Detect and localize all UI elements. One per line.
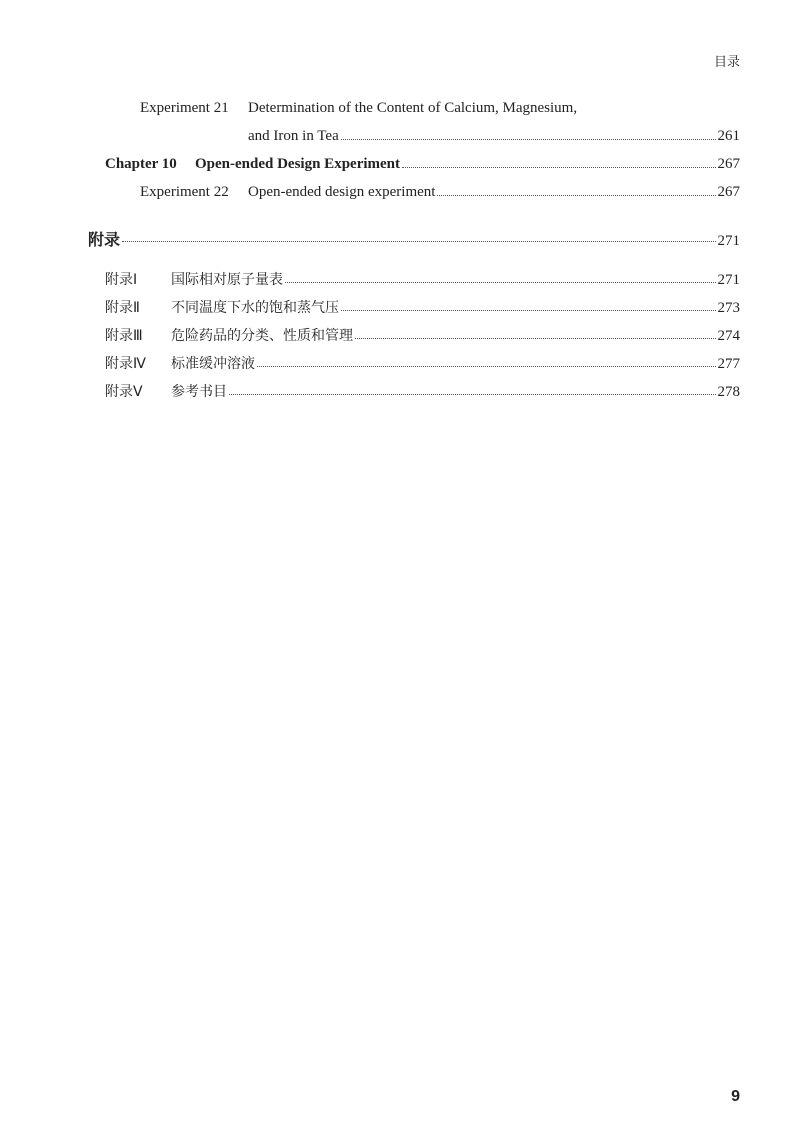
- appendix-item-title: 不同温度下水的饱和蒸气压: [171, 300, 339, 316]
- appendix-item-page: 274: [717, 328, 740, 344]
- dot-leader: [402, 167, 715, 168]
- experiment-22-label: Experiment 22: [140, 184, 229, 200]
- experiment-21-page: 261: [717, 128, 740, 144]
- dot-leader: [229, 394, 716, 395]
- experiment-21-label: Experiment 21: [140, 100, 229, 116]
- appendix-page: 271: [717, 233, 740, 249]
- experiment-21-title-line1: Determination of the Content of Calcium, Magnesium,: [248, 100, 578, 116]
- appendix-item-label: 附录Ⅱ: [105, 300, 140, 316]
- page-number: 9: [731, 1088, 740, 1105]
- dot-leader: [341, 139, 716, 140]
- appendix-item-label: 附录Ⅴ: [105, 384, 143, 400]
- experiment-22-title: Open-ended design experiment: [248, 184, 436, 200]
- appendix-title: 附录: [88, 230, 121, 249]
- dot-leader: [285, 282, 716, 283]
- dot-leader: [257, 366, 716, 367]
- chapter-10-page: 267: [717, 156, 740, 172]
- running-header: 目录: [713, 55, 740, 70]
- chapter-10-title: Open-ended Design Experiment: [195, 156, 401, 172]
- toc-entry-appendix-5[interactable]: [105, 381, 740, 401]
- dot-leader: [437, 195, 715, 196]
- toc-entry-appendix-2[interactable]: [105, 297, 740, 317]
- appendix-item-label: 附录Ⅰ: [105, 272, 138, 288]
- appendix-item-page: 271: [717, 272, 740, 288]
- appendix-item-title: 标准缓冲溶液: [171, 356, 255, 372]
- appendix-item-page: 277: [717, 356, 740, 372]
- toc-entry-appendix[interactable]: [88, 227, 740, 250]
- dot-leader: [355, 338, 716, 339]
- appendix-item-label: 附录Ⅲ: [105, 328, 143, 344]
- experiment-22-page: 267: [717, 184, 740, 200]
- appendix-item-title: 参考书目: [171, 384, 227, 400]
- appendix-item-page: 273: [717, 300, 740, 316]
- toc-entry-experiment-22[interactable]: [140, 184, 740, 201]
- appendix-item-page: 278: [717, 384, 740, 400]
- toc-entry-appendix-1[interactable]: [105, 269, 740, 289]
- dot-leader: [122, 241, 715, 242]
- appendix-item-title: 国际相对原子量表: [171, 272, 283, 288]
- toc-entry-appendix-4[interactable]: [105, 353, 740, 373]
- appendix-item-label: 附录Ⅳ: [105, 356, 146, 372]
- toc-entry-chapter-10[interactable]: [105, 156, 740, 173]
- dot-leader: [341, 310, 716, 311]
- chapter-10-label: Chapter 10: [105, 156, 177, 172]
- toc-entry-appendix-3[interactable]: [105, 325, 740, 345]
- toc-entry-experiment-21-continued[interactable]: [248, 128, 740, 145]
- experiment-21-title-line2: and Iron in Tea: [248, 128, 339, 144]
- appendix-item-title: 危险药品的分类、性质和管理: [171, 328, 353, 344]
- toc-entry-experiment-21[interactable]: [140, 100, 740, 117]
